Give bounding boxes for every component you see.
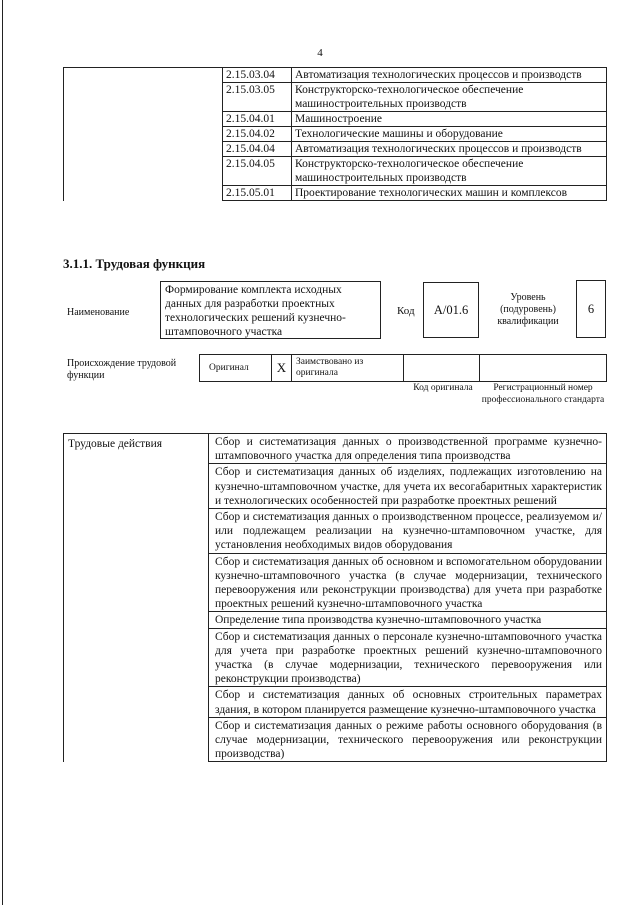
- labor-action: Сбор и систематизация данных об основных строительных параметрах здания, в котором планируется размещение кузнечно-штамповочного участка: [209, 687, 607, 717]
- name-cell: Проектирование технологических машин и комплексов: [292, 186, 607, 201]
- code-cell: 2.15.04.05: [223, 157, 292, 186]
- labor-action: Сбор и систематизация данных об изделиях, подлежащих изготовлению на кузнечно-штамповочном участке, для учета их весогабаритных характеристик и технологических особенностей при разработке проектных решений: [209, 464, 607, 509]
- function-code-value: A/01.6: [423, 282, 479, 338]
- labor-actions-table: [63, 433, 607, 762]
- page-frame-line: [2, 0, 3, 905]
- labor-action: Определение типа производства кузнечно-штамповочного участка: [209, 612, 607, 628]
- section-heading: 3.1.1. Трудовая функция: [63, 256, 206, 271]
- blank-cell: [64, 68, 223, 201]
- origin-label: Происхождение трудовой функции: [67, 358, 177, 381]
- name-cell: Технологические машины и оборудование: [292, 127, 607, 142]
- level-label: Уровень (подуровень) квалификации: [497, 292, 559, 327]
- level-value: 6: [576, 280, 606, 338]
- code-cell: 2.15.04.04: [223, 142, 292, 157]
- original-code-cell: [403, 354, 480, 382]
- caption-registration-number: Регистрационный номер профессионального стандарта: [481, 383, 605, 405]
- name-cell: Конструкторско-технологическое обеспечение машиностроительных производств: [292, 83, 607, 112]
- code-cell: 2.15.04.01: [223, 112, 292, 127]
- borrowed-label: Заимствовано из оригинала: [291, 354, 404, 382]
- table-row: [64, 68, 607, 83]
- function-name-value: Формирование комплекта исходных данных для разработки проектных технологических решений кузнечно-штамповочного участка: [160, 281, 381, 339]
- name-cell: Конструкторско-технологическое обеспечение машиностроительных производств: [292, 157, 607, 186]
- caption-original-code: Код оригинала: [413, 383, 473, 393]
- labor-action: Сбор и систематизация данных о режиме работы основного оборудования (в случае модернизации, технического перевооружения или реконструкции производства): [209, 717, 607, 762]
- original-label: Оригинал: [199, 354, 272, 382]
- name-cell: Автоматизация технологических процессов и производств: [292, 68, 607, 83]
- code-cell: 2.15.04.02: [223, 127, 292, 142]
- page-number: 4: [317, 47, 323, 59]
- labor-actions-label: Трудовые действия: [64, 434, 209, 762]
- code-cell: 2.15.03.05: [223, 83, 292, 112]
- original-mark: X: [271, 354, 292, 382]
- table-row: [64, 434, 607, 464]
- code-cell: 2.15.05.01: [223, 186, 292, 201]
- codes-table: [63, 67, 607, 201]
- registration-number-cell: [479, 354, 607, 382]
- name-cell: Машиностроение: [292, 112, 607, 127]
- code-label: Код: [397, 305, 415, 317]
- name-cell: Автоматизация технологических процессов и производств: [292, 142, 607, 157]
- labor-action: Сбор и систематизация данных об основном и вспомогательном оборудовании кузнечно-штамповочного участка (в случае модернизации, технического перевооружения или реконструкции производства) для учета при разработке проектных решений кузнечно-штамповочного участка: [209, 553, 607, 612]
- labor-action: Сбор и систематизация данных о производственной программе кузнечно-штамповочного участка для определения типа производства: [209, 434, 607, 464]
- labor-action: Сбор и систематизация данных о персонале кузнечно-штамповочного участка для учета при разработке проектных решений кузнечно-штамповочного участка (в случае модернизации, технического перевооружения или реконструкции производства): [209, 628, 607, 687]
- labor-action: Сбор и систематизация данных о производственном процессе, реализуемом и/или подлежащем реализации на кузнечно-штамповочном участке, для установления необходимых видов оборудования: [209, 509, 607, 554]
- name-label: Наименование: [67, 307, 130, 318]
- code-cell: 2.15.03.04: [223, 68, 292, 83]
